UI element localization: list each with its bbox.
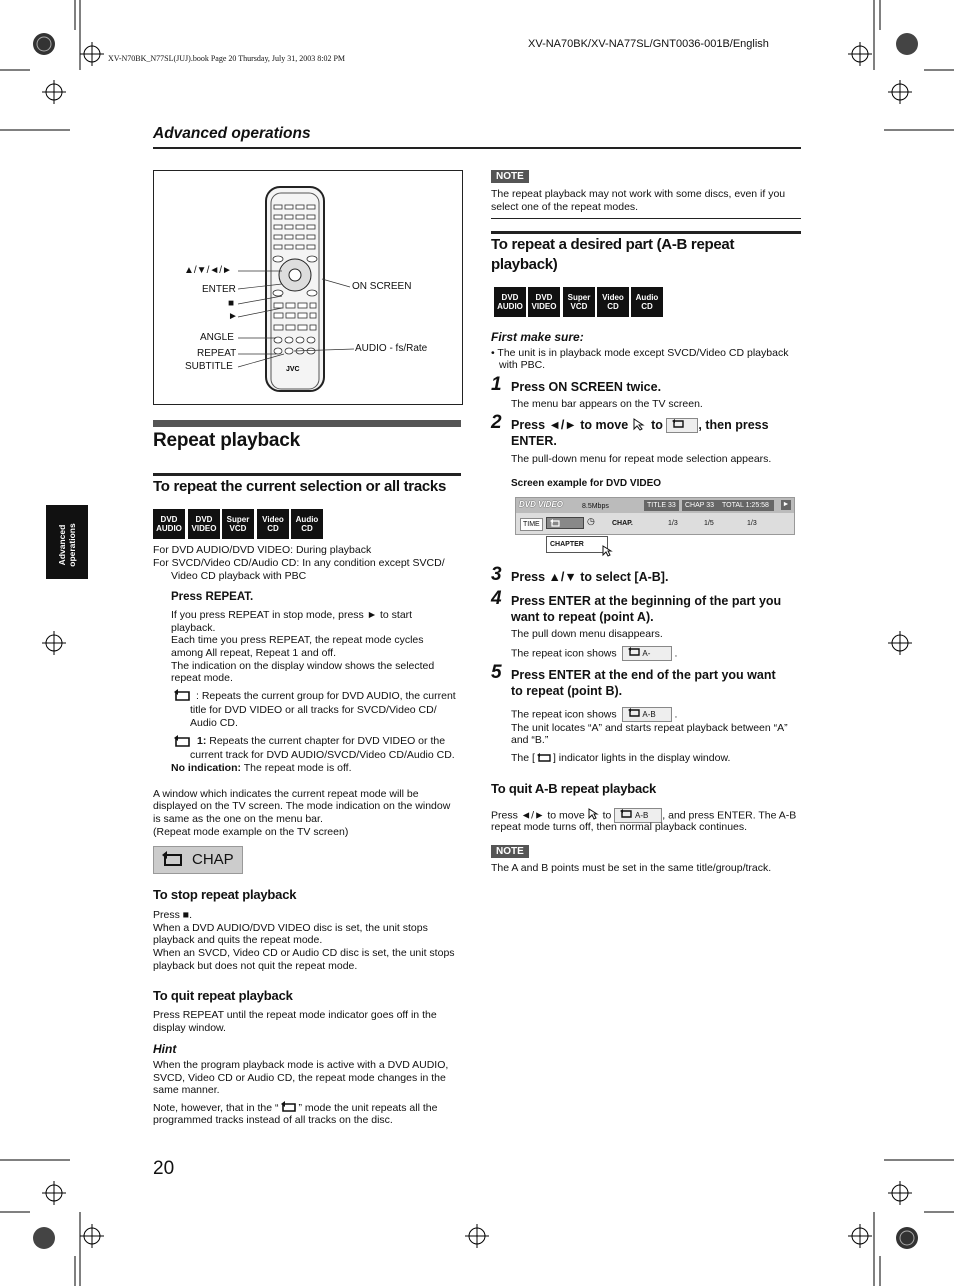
cursor-icon [632, 417, 648, 431]
first-make-sure: First make sure: [491, 330, 584, 344]
note1b: select one of the repeat modes. [491, 201, 639, 213]
step-4-text-2: want to repeat (point A). [511, 610, 654, 624]
dropdown-cursor-icon [602, 545, 614, 557]
ab-title-1: To repeat a desired part (A-B repeat [491, 236, 735, 253]
step-1-number: 1 [491, 374, 502, 395]
menubar-repeat-cell [546, 517, 584, 529]
label-repeat: REPEAT [197, 348, 237, 359]
w2: displayed on the TV screen. The mode indication on the window [153, 800, 451, 812]
m2b: current track for DVD AUDIO/SVCD/Video CD/Audio CD. [190, 749, 455, 761]
label-play: ► [228, 311, 238, 322]
menubar-angle-val: 1/3 [747, 520, 757, 527]
w4: (Repeat mode example on the TV screen) [153, 826, 349, 838]
label-arrows: ▲/▼/◄/► [184, 265, 232, 276]
remote-brand: JVC [286, 366, 300, 373]
step-4-text-1: Press ENTER at the beginning of the part you [511, 594, 782, 608]
s5: playback but does not quit the repeat mode. [153, 960, 358, 972]
p2a: Each time you press REPEAT, the repeat mode cycles [171, 634, 424, 646]
qab-2: repeat mode turns off, then normal playback continues. [491, 821, 748, 833]
menu-bar-example [515, 497, 795, 535]
disc-video-cd-icon: Video CD [597, 287, 629, 317]
menubar-chap: CHAP 33 [682, 500, 717, 511]
step-5-sub-3: and “B.” [511, 734, 549, 746]
s3: playback and quits the repeat mode. [153, 934, 323, 946]
disc-dvd-video-icon: DVD VIDEO [528, 287, 560, 317]
note-rule [491, 218, 801, 219]
menubar-total: TOTAL 1:25:58 [717, 500, 774, 511]
q1: Press REPEAT until the repeat mode indicator goes off in the [153, 1009, 437, 1021]
menubar-logo: DVD VIDEO [519, 500, 564, 509]
step-2-sub: The pull-down menu for repeat mode selection appears. [511, 453, 772, 465]
disc-dvd-audio-icon: DVD AUDIO [153, 509, 185, 539]
w3: is same as the one on the menu bar. [153, 813, 323, 825]
s1: Press ■. [153, 909, 193, 921]
note-badge-2: NOTE [491, 845, 529, 858]
h3: same manner. [153, 1084, 220, 1096]
section-heading: Advanced operations [153, 125, 311, 142]
quit-title: To quit repeat playback [153, 988, 293, 1003]
note1a: The repeat playback may not work with some discs, even if you [491, 188, 786, 200]
remote-figure [153, 170, 463, 405]
repeat-ab-indicator-icon [535, 752, 553, 763]
repeat-inline-icon [279, 1101, 299, 1113]
repeat-one-icon [172, 735, 194, 749]
chap-window [153, 846, 243, 874]
step-5-number: 5 [491, 662, 502, 683]
side-tab-label: Advanced operations [57, 523, 77, 567]
h1: When the program playback mode is active with a DVD AUDIO, [153, 1059, 449, 1071]
step-5-text-1: Press ENTER at the end of the part you want [511, 668, 776, 682]
disc-dvd-audio-icon: DVD AUDIO [494, 287, 526, 317]
cond-line-1: For DVD AUDIO/DVD VIDEO: During playback [153, 544, 372, 556]
page-number: 20 [153, 1158, 175, 1179]
cursor-icon [588, 808, 600, 820]
dropdown-chapter-label: CHAPTER [550, 541, 584, 548]
menubar-subtitle-val: 1/5 [704, 520, 714, 527]
step-5-sub-2: The unit locates “A” and starts repeat playback between “A” [511, 722, 788, 734]
step-2-number: 2 [491, 412, 502, 433]
step-5-sub-1: The repeat icon shows A-B . [511, 708, 678, 721]
step-4-sub-2: The repeat icon shows A- . [511, 647, 678, 660]
title-bar [153, 420, 461, 427]
page-title: Repeat playback [153, 430, 300, 451]
step-4-number: 4 [491, 588, 502, 609]
repeat-box-icon [666, 418, 698, 433]
label-subtitle: SUBTITLE [185, 361, 233, 372]
press-repeat: Press REPEAT. [171, 591, 254, 603]
repeat-all-icon [172, 689, 194, 703]
disc-dvd-video-icon: DVD VIDEO [188, 509, 220, 539]
label-enter: ENTER [202, 284, 236, 295]
qab-1: Press ◄/► to move to A-B , and press ENTER. The A-B [491, 809, 797, 822]
note2: The A and B points must be set in the same title/group/track. [491, 862, 772, 874]
menubar-clock-icon: ◷ [587, 516, 595, 526]
repeat-icon [160, 851, 186, 869]
step-2-text-2: ENTER. [511, 434, 557, 448]
note-badge: NOTE [491, 170, 529, 183]
dropdown-chapter [546, 536, 608, 553]
model-line: XV-NA70BK/XV-NA77SL/GNT0036-001B/English [528, 38, 769, 50]
menubar-play-icon: ► [782, 501, 790, 508]
h2: SVCD, Video CD or Audio CD, the repeat mode changes in the [153, 1072, 446, 1084]
label-stop: ■ [228, 298, 235, 309]
disc-super-vcd-icon: Super VCD [222, 509, 254, 539]
label-angle: ANGLE [200, 332, 234, 343]
m1b: title for DVD VIDEO or all tracks for SVCD/Video CD/ [190, 704, 437, 716]
step-1-sub: The menu bar appears on the TV screen. [511, 398, 703, 410]
h5: programmed tracks instead of all tracks on the disc. [153, 1114, 393, 1126]
label-audio: AUDIO - fs/Rate [355, 343, 428, 354]
disc-video-cd-icon: Video CD [257, 509, 289, 539]
m3: No indication: The repeat mode is off. [171, 762, 352, 774]
cond-line-2: For SVCD/Video CD/Audio CD: In any condition except SVCD/ [153, 557, 445, 569]
p1a: If you press REPEAT in stop mode, press ► to start [171, 609, 413, 621]
step-4-sub-1: The pull down menu disappears. [511, 628, 663, 640]
label-on-screen: ON SCREEN [352, 281, 412, 292]
ab-rule [491, 231, 801, 234]
s2: When a DVD AUDIO/DVD VIDEO disc is set, the unit stops [153, 922, 428, 934]
fms1: • The unit is in playback mode except SVCD/Video CD playback [491, 347, 789, 359]
hint-title: Hint [153, 1042, 177, 1056]
menubar-audio-val: 1/3 [668, 520, 678, 527]
h4: Note, however, that in the “ ” mode the unit repeats all the [153, 1102, 438, 1114]
p1b: playback. [171, 622, 216, 634]
sub1-rule [153, 473, 461, 476]
step-5-sub-4: The [ ] indicator lights in the display window. [511, 752, 731, 764]
step-5-text-2: to repeat (point B). [511, 684, 623, 698]
p3b: repeat mode. [171, 672, 233, 684]
w1: A window which indicates the current repeat mode will be [153, 788, 419, 800]
ab-title-2: playback) [491, 256, 558, 273]
screen-example-label: Screen example for DVD VIDEO [511, 478, 662, 489]
menubar-chap-btn: CHAP. [612, 520, 633, 527]
s4: When an SVCD, Video CD or Audio CD disc is set, the unit stops [153, 947, 455, 959]
step-1-text: Press ON SCREEN twice. [511, 380, 662, 394]
header-rule [153, 147, 801, 149]
step-3-text: Press ▲/▼ to select [A-B]. [511, 570, 669, 584]
disc-audio-cd-icon: Audio CD [291, 509, 323, 539]
menubar-title: TITLE 33 [644, 500, 679, 511]
menubar-time: TIME [520, 518, 543, 531]
repeat-ab-icon: A-B [622, 707, 672, 722]
q2: display window. [153, 1022, 226, 1034]
fms2: with PBC. [499, 359, 546, 371]
m1c: Audio CD. [190, 717, 238, 729]
sub1-title: To repeat the current selection or all tracks [153, 478, 446, 495]
menubar-rate: 8.5Mbps [582, 503, 609, 510]
stop-title: To stop repeat playback [153, 887, 297, 902]
quit-ab-title: To quit A-B repeat playback [491, 781, 657, 796]
cond-line-3: Video CD playback with PBC [171, 570, 307, 582]
repeat-a-icon: A- [622, 646, 672, 661]
repeat-ab-icon: A-B [614, 808, 662, 823]
m2a: 1: Repeats the current chapter for DVD VIDEO or the [197, 735, 446, 747]
step-3-number: 3 [491, 564, 502, 585]
disc-audio-cd-icon: Audio CD [631, 287, 663, 317]
book-info-line: XV-N70BK_N77SL(JUJ).book Page 20 Thursday, July 31, 2003 8:02 PM [108, 54, 346, 63]
p3a: The indication on the display window shows the selected [171, 660, 435, 672]
m1a: : Repeats the current group for DVD AUDIO, the current [196, 690, 456, 702]
step-2-text: Press ◄/► to move to , then press [511, 418, 769, 432]
p2b: among All repeat, Repeat 1 and off. [171, 647, 337, 659]
side-tab [46, 505, 88, 579]
chap-label: CHAP [192, 851, 234, 868]
disc-super-vcd-icon: Super VCD [563, 287, 595, 317]
